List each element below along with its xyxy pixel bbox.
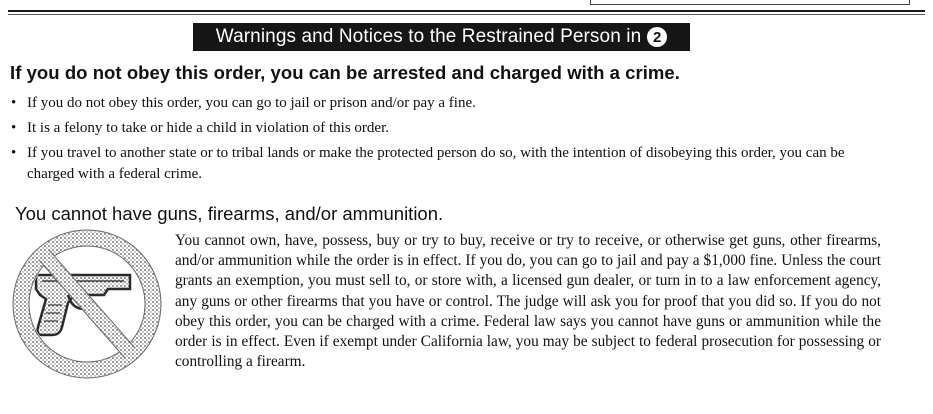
arrest-warning-heading: If you do not obey this order, you can be arrested and charged with a crime. <box>10 62 680 83</box>
list-item <box>10 143 890 185</box>
bullet-text: It is a felony to take or hide a child in violation of this order. <box>27 120 389 136</box>
no-guns-icon <box>12 229 162 379</box>
firearms-heading: You cannot have guns, firearms, and/or ammunition. <box>15 203 444 224</box>
bullet-icon: • <box>11 95 17 111</box>
banner-title: Warnings and Notices to the Restrained Person in <box>215 26 642 47</box>
banner-number-badge: 2 <box>647 27 667 47</box>
top-rule <box>8 10 925 12</box>
warning-bullet-list <box>10 93 890 189</box>
bullet-icon: • <box>11 145 17 161</box>
bullet-icon: • <box>11 120 17 136</box>
firearms-paragraph: You cannot own, have, possess, buy or try to buy, receive or try to receive, or otherwise get guns, other firearms, and/or ammunition while the order is in effect. If you do, you can go to jail and pay a $1,000 fine. Unless the court grants an exemption, you must sell to, or store with, a licensed gun dealer, or turn in to a law enforcement agency, any guns or other firearms that you have or control. The judge will ask you for proof that you did so. If you do not obey this order, you can be charged with a crime. Federal law says you cannot have guns or ammunition while the order is in effect. Even if exempt under California law, you may be subject to federal prosecution for possessing or controlling a firearm. <box>175 232 881 371</box>
top-rule-thin <box>8 14 925 15</box>
bullet-text: If you do not obey this order, you can go to jail or prison and/or pay a fine. <box>27 95 476 111</box>
section-banner <box>193 23 690 51</box>
list-item <box>10 118 890 139</box>
top-form-box <box>590 0 910 5</box>
bullet-text: If you travel to another state or to tribal lands or make the protected person do so, with the intention of disobeying this order, you can be charged with a federal crime. <box>27 145 845 182</box>
list-item <box>10 93 890 114</box>
